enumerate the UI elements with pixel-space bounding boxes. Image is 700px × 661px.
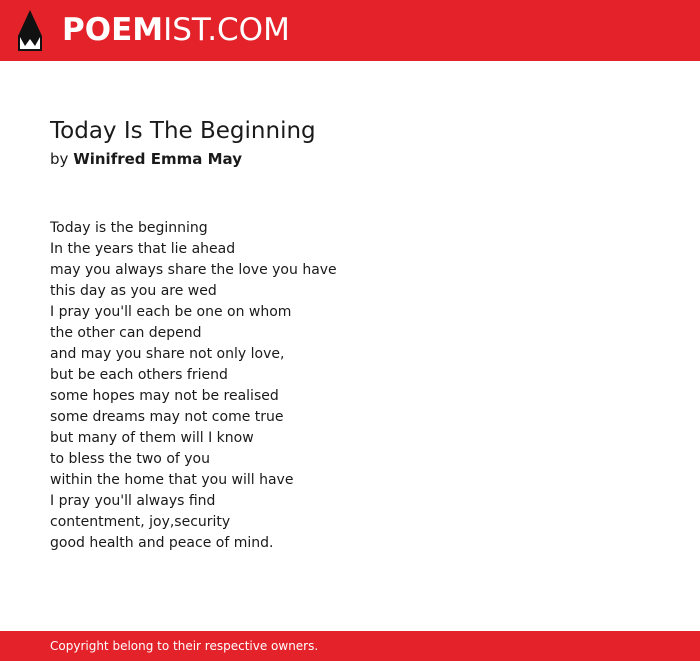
- poem-line: to bless the two of you: [50, 451, 210, 467]
- poem-line: Today is the beginning: [50, 220, 208, 236]
- poem-line: within the home that you will have: [50, 472, 294, 488]
- author-name[interactable]: Winifred Emma May: [73, 150, 242, 168]
- pencil-tip-icon[interactable]: [18, 10, 42, 51]
- poem-line: this day as you are wed: [50, 283, 217, 299]
- site-logo[interactable]: [62, 12, 290, 48]
- poem-line: some dreams may not come true: [50, 409, 284, 425]
- copyright-text: Copyright belong to their respective owners.: [50, 639, 319, 653]
- site-footer: [0, 631, 700, 661]
- poem-line: I pray you'll each be one on whom: [50, 304, 292, 320]
- poem-byline: [50, 149, 242, 169]
- poem-line: but be each others friend: [50, 367, 228, 383]
- poem-line: some hopes may not be realised: [50, 388, 279, 404]
- poem-line: good health and peace of mind.: [50, 535, 274, 551]
- poem-line: and may you share not only love,: [50, 346, 285, 362]
- logo-light-text: IST.COM: [163, 12, 290, 48]
- poem-body: [50, 218, 337, 554]
- poem-line: but many of them will I know: [50, 430, 254, 446]
- site-header: [0, 0, 700, 61]
- by-label: by: [50, 150, 69, 168]
- poem-line: contentment, joy,security: [50, 514, 231, 530]
- logo-strong-text: POEM: [62, 12, 164, 48]
- poem-title: Today Is The Beginning: [50, 118, 316, 144]
- poem-line: In the years that lie ahead: [50, 241, 236, 257]
- poem-line: I pray you'll always find: [50, 493, 216, 509]
- poem-line: the other can depend: [50, 325, 202, 341]
- poem-line: may you always share the love you have: [50, 262, 337, 278]
